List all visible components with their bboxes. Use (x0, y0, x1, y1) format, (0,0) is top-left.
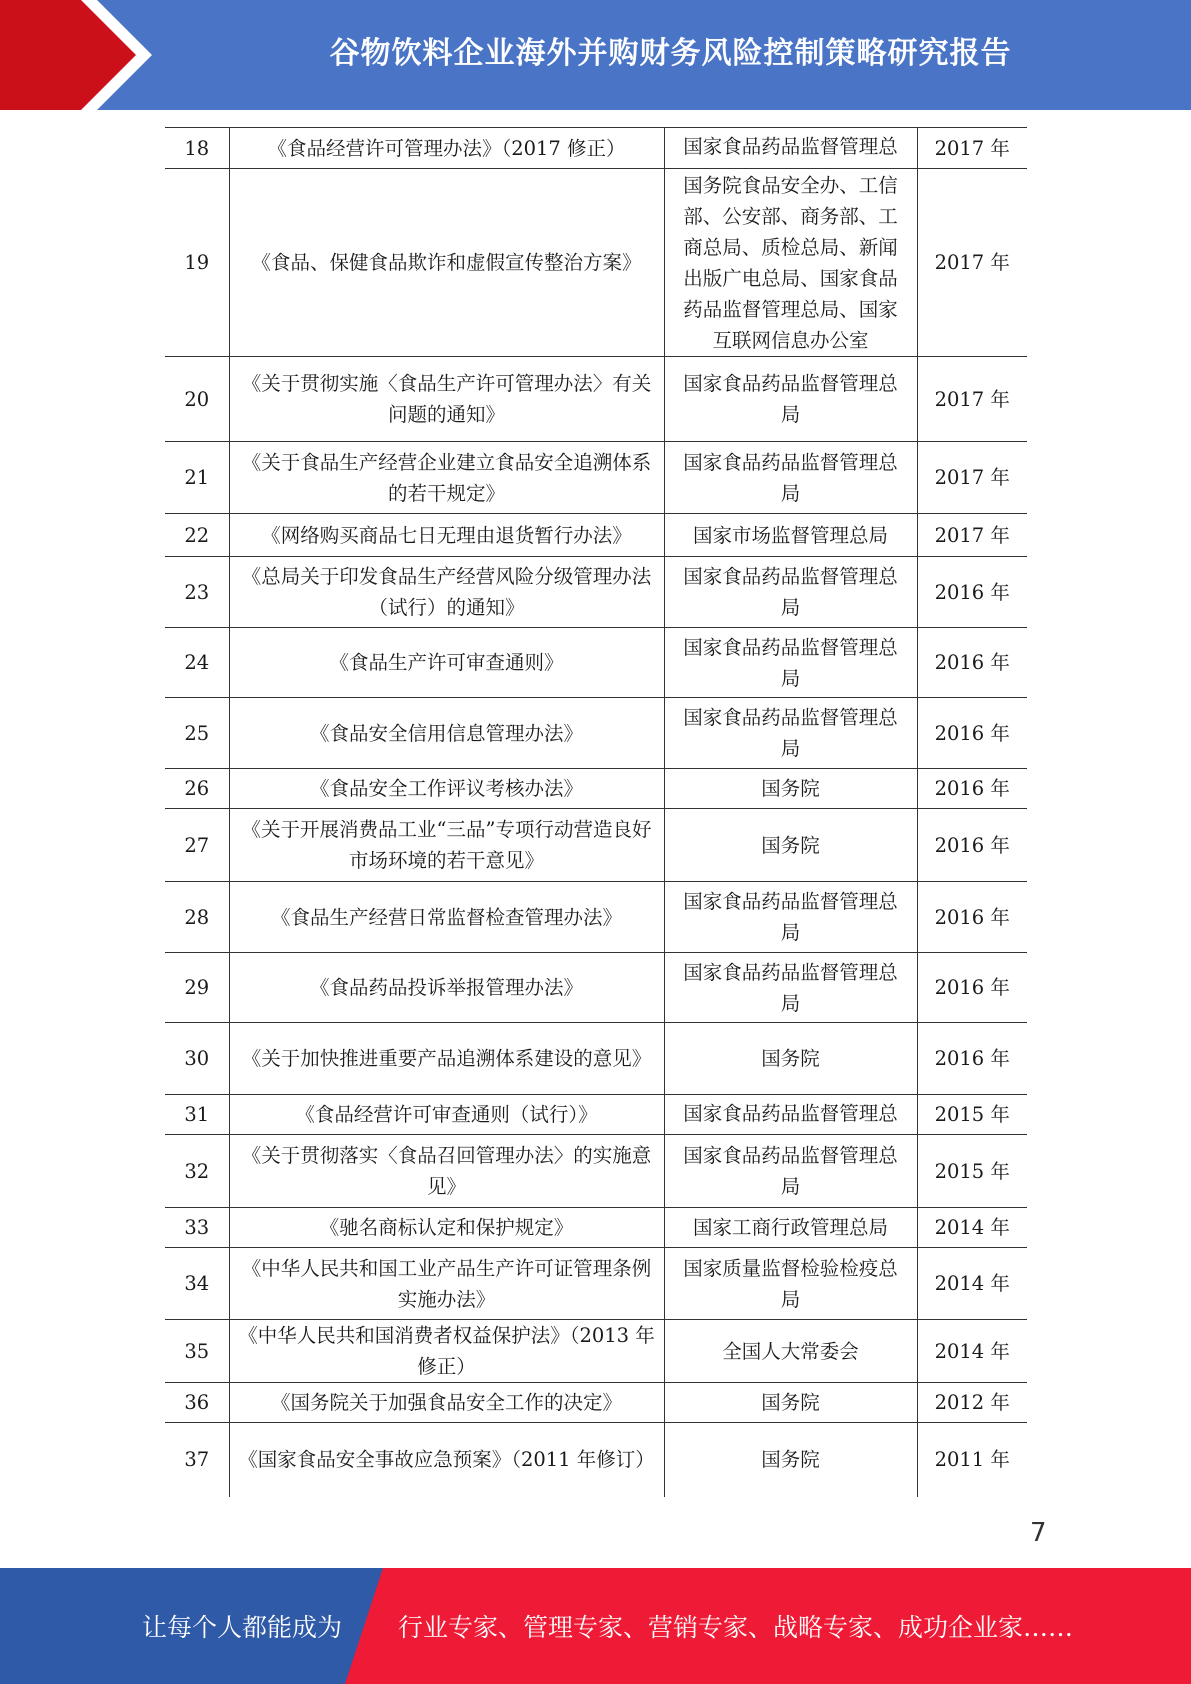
issue-year: 2016 年 (917, 698, 1027, 769)
issuing-department: 国务院食品安全办、工信部、公安部、商务部、工商总局、质检总局、新闻出版广电总局、国家食品药品监督管理总局、国家互联网信息办公室 (664, 169, 917, 357)
table-row (165, 1208, 1027, 1248)
regulation-name: 《关于食品生产经营企业建立食品安全追溯体系的若干规定》 (229, 442, 664, 514)
regulation-name: 《食品安全信用信息管理办法》 (229, 698, 664, 769)
table-row (165, 1095, 1027, 1135)
row-number: 36 (165, 1383, 229, 1423)
issue-year: 2016 年 (917, 809, 1027, 882)
issue-year: 2017 年 (917, 128, 1027, 169)
row-number: 33 (165, 1208, 229, 1248)
table-row (165, 169, 1027, 357)
table-row (165, 1423, 1027, 1497)
issue-year: 2016 年 (917, 882, 1027, 953)
regulation-name: 《国家食品安全事故应急预案》（2011 年修订） (229, 1423, 664, 1497)
issue-year: 2017 年 (917, 442, 1027, 514)
issuing-department: 国家食品药品监督管理总局 (664, 1135, 917, 1208)
row-number: 31 (165, 1095, 229, 1135)
issue-year: 2014 年 (917, 1248, 1027, 1320)
footer-slogan-right: 行业专家、管理专家、营销专家、战略专家、成功企业家…… (398, 1613, 1074, 1642)
row-number: 28 (165, 882, 229, 953)
issue-year: 2016 年 (917, 953, 1027, 1023)
table-row (165, 809, 1027, 882)
row-number: 23 (165, 557, 229, 628)
issuing-department: 国家食品药品监督管理总局 (664, 442, 917, 514)
issue-year: 2014 年 (917, 1320, 1027, 1383)
page-header (0, 0, 1191, 110)
table-row (165, 1320, 1027, 1383)
regulation-name: 《关于开展消费品工业“三品”专项行动营造良好市场环境的若干意见》 (229, 809, 664, 882)
table-row (165, 442, 1027, 514)
issuing-department: 国家食品药品监督管理总局 (664, 557, 917, 628)
row-number: 21 (165, 442, 229, 514)
row-number: 30 (165, 1023, 229, 1095)
table-row (165, 357, 1027, 442)
issuing-department: 国务院 (664, 1023, 917, 1095)
row-number: 18 (165, 128, 229, 169)
report-title: 谷物饮料企业海外并购财务风险控制策略研究报告 (329, 36, 1012, 71)
table-row (165, 628, 1027, 698)
regulation-name: 《食品药品投诉举报管理办法》 (229, 953, 664, 1023)
regulation-name: 《总局关于印发食品生产经营风险分级管理办法（试行）的通知》 (229, 557, 664, 628)
department-text: 国家食品药品监督管理总 (683, 1102, 898, 1125)
header-chevron-arrow-icon (0, 0, 136, 110)
table-row (165, 514, 1027, 557)
table-row (165, 128, 1027, 169)
issue-year: 2011 年 (917, 1423, 1027, 1497)
issuing-department: 国家食品药品监督管理总局 (664, 698, 917, 769)
row-number: 24 (165, 628, 229, 698)
table-row (165, 882, 1027, 953)
issuing-department (664, 128, 917, 169)
issuing-department: 国家市场监督管理总局 (664, 514, 917, 557)
table-row (165, 698, 1027, 769)
table-row (165, 953, 1027, 1023)
issuing-department (664, 1095, 917, 1135)
issuing-department: 国家质量监督检验检疫总局 (664, 1248, 917, 1320)
row-number: 34 (165, 1248, 229, 1320)
regulation-name: 《关于加快推进重要产品追溯体系建设的意见》 (229, 1023, 664, 1095)
row-number: 29 (165, 953, 229, 1023)
issue-year: 2017 年 (917, 169, 1027, 357)
regulation-name: 《关于贯彻落实〈食品召回管理办法〉的实施意见》 (229, 1135, 664, 1208)
issue-year: 2014 年 (917, 1208, 1027, 1248)
row-number: 35 (165, 1320, 229, 1383)
issue-year: 2016 年 (917, 557, 1027, 628)
regulation-name: 《食品生产许可审查通则》 (229, 628, 664, 698)
regulation-name: 《驰名商标认定和保护规定》 (229, 1208, 664, 1248)
table-row (165, 769, 1027, 809)
table-row (165, 1248, 1027, 1320)
regulation-table (165, 127, 1027, 1497)
row-number: 37 (165, 1423, 229, 1497)
issuing-department: 国家工商行政管理总局 (664, 1208, 917, 1248)
row-number: 19 (165, 169, 229, 357)
issuing-department: 全国人大常委会 (664, 1320, 917, 1383)
issuing-department: 国务院 (664, 1383, 917, 1423)
issue-year: 2016 年 (917, 628, 1027, 698)
page-footer (0, 1568, 1191, 1684)
table-row (165, 1023, 1027, 1095)
regulation-name: 《国务院关于加强食品安全工作的决定》 (229, 1383, 664, 1423)
row-number: 20 (165, 357, 229, 442)
regulation-name: 《食品经营许可管理办法》（2017 修正） (229, 128, 664, 169)
footer-slogan-left: 让每个人都能成为 (142, 1613, 343, 1642)
regulation-name: 《食品生产经营日常监督检查管理办法》 (229, 882, 664, 953)
issue-year: 2015 年 (917, 1095, 1027, 1135)
issue-year: 2017 年 (917, 514, 1027, 557)
regulation-name: 《中华人民共和国消费者权益保护法》（2013 年修正） (229, 1320, 664, 1383)
regulation-name: 《食品、保健食品欺诈和虚假宣传整治方案》 (229, 169, 664, 357)
row-number: 27 (165, 809, 229, 882)
issue-year: 2016 年 (917, 1023, 1027, 1095)
issuing-department: 国家食品药品监督管理总局 (664, 628, 917, 698)
regulation-name: 《网络购买商品七日无理由退货暂行办法》 (229, 514, 664, 557)
page-number: 7 (1030, 1518, 1047, 1548)
issue-year: 2016 年 (917, 769, 1027, 809)
regulation-name: 《中华人民共和国工业产品生产许可证管理条例实施办法》 (229, 1248, 664, 1320)
table-row (165, 1383, 1027, 1423)
issuing-department: 国家食品药品监督管理总局 (664, 953, 917, 1023)
issuing-department: 国务院 (664, 809, 917, 882)
issuing-department: 国务院 (664, 1423, 917, 1497)
row-number: 25 (165, 698, 229, 769)
row-number: 32 (165, 1135, 229, 1208)
issue-year: 2017 年 (917, 357, 1027, 442)
department-text: 国家食品药品监督管理总 (683, 134, 898, 158)
regulation-name: 《食品安全工作评议考核办法》 (229, 769, 664, 809)
table-row (165, 557, 1027, 628)
regulation-name: 《关于贯彻实施〈食品生产许可管理办法〉有关问题的通知》 (229, 357, 664, 442)
issue-year: 2012 年 (917, 1383, 1027, 1423)
table-row (165, 1135, 1027, 1208)
issuing-department: 国务院 (664, 769, 917, 809)
row-number: 22 (165, 514, 229, 557)
issue-year: 2015 年 (917, 1135, 1027, 1208)
regulation-name: 《食品经营许可审查通则（试行）》 (229, 1095, 664, 1135)
row-number: 26 (165, 769, 229, 809)
issuing-department: 国家食品药品监督管理总局 (664, 357, 917, 442)
issuing-department: 国家食品药品监督管理总局 (664, 882, 917, 953)
